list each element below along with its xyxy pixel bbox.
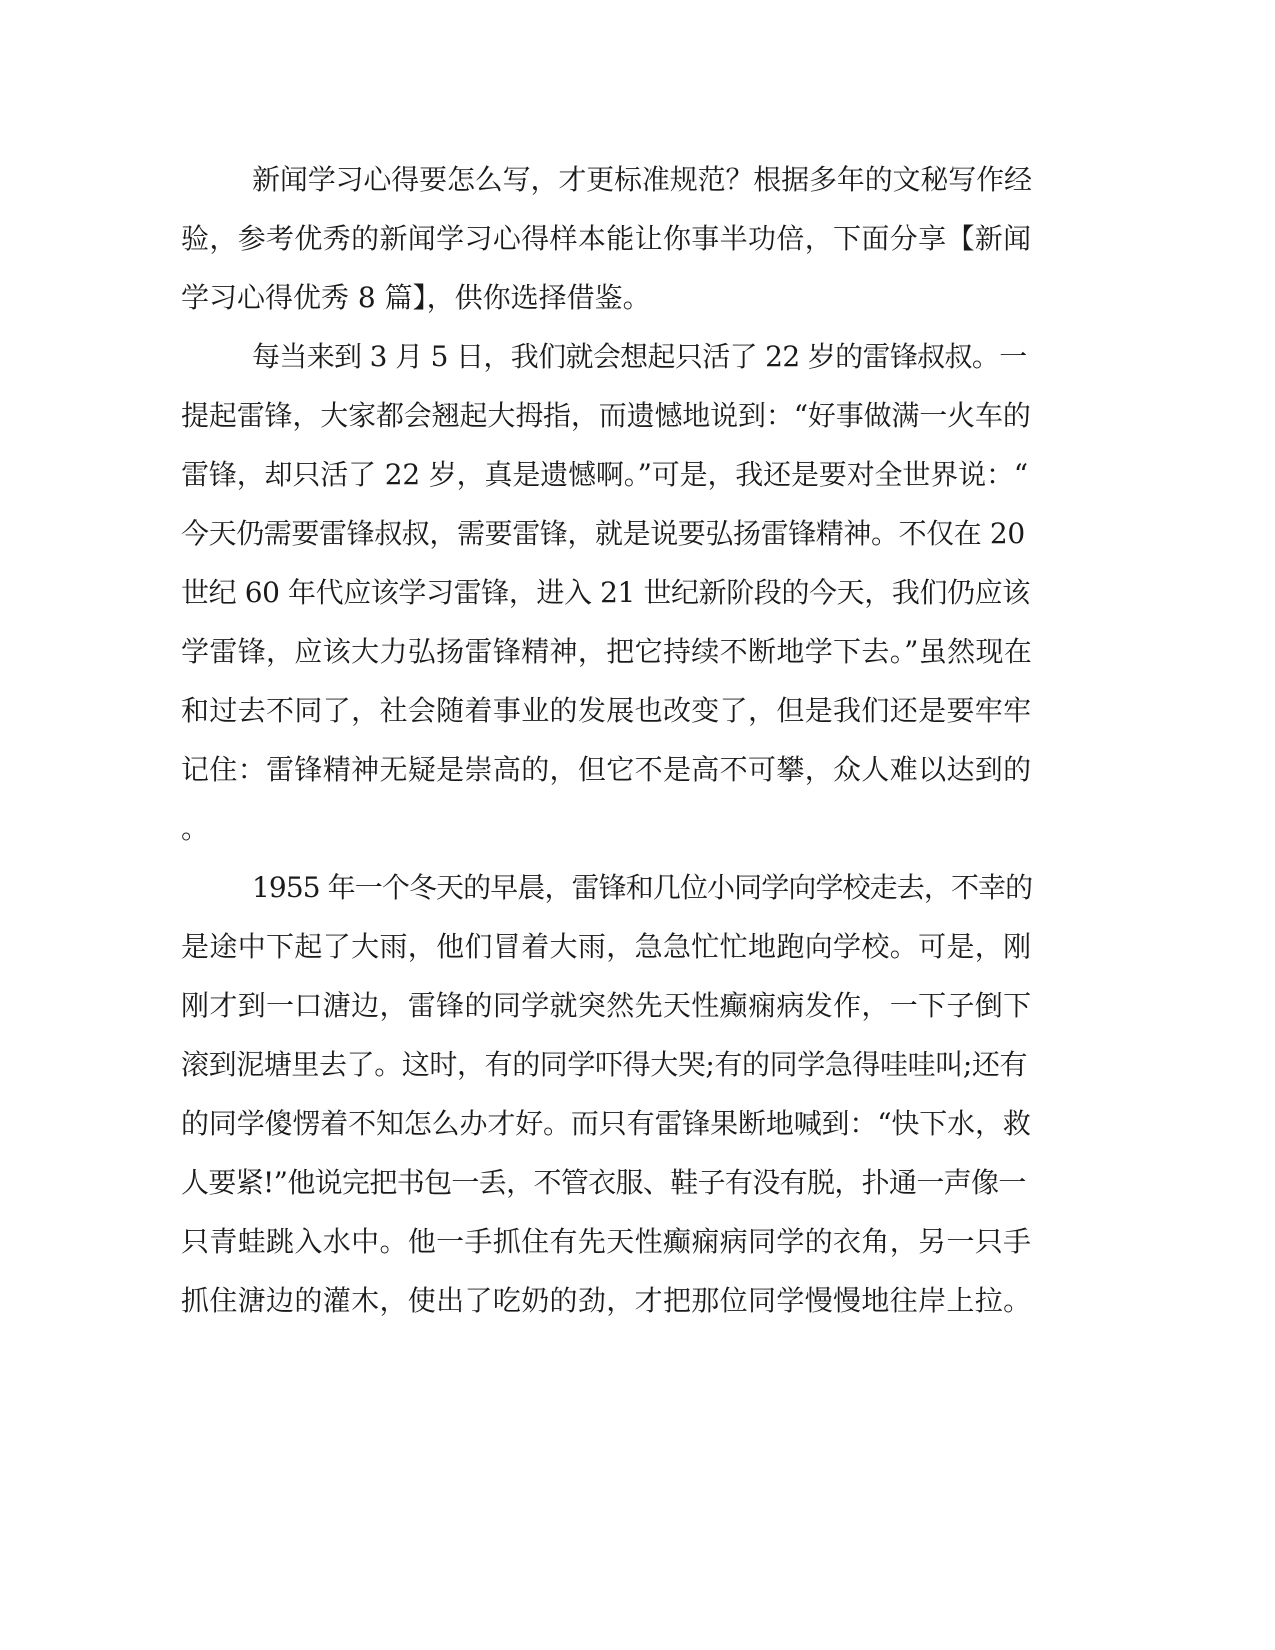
paragraph-1-line-1: 新闻学习心得要怎么写，才更标准规范？根据多年的文秘写作经 xyxy=(252,163,1032,196)
paragraph-2-line-6: 学雷锋，应该大力弘扬雷锋精神，把它持续不断地学下去。”虽然现在 xyxy=(181,635,1033,668)
paragraph-2-line-4: 今天仍需要雷锋叔叔，需要雷锋，就是说要弘扬雷锋精神。不仅在 20 xyxy=(181,517,1025,550)
paragraph-2-line-7: 和过去不同了，社会随着事业的发展也改变了，但是我们还是要牢牢 xyxy=(181,694,1032,727)
paragraph-2-line-3: 雷锋，却只活了 22 岁，真是遗憾啊。”可是，我还是要对全世界说：“ xyxy=(181,458,1028,491)
paragraph-3-line-7: 只青蛙跳入水中。他一手抓住有先天性癫痫病同学的衣角，另一只手 xyxy=(181,1225,1032,1258)
paragraph-3-line-8: 抓住溏边的灌木，使出了吃奶的劲，才把那位同学慢慢地往岸上拉。 xyxy=(181,1284,1032,1317)
paragraph-3-line-6: 人要紧!”他说完把书包一丢，不管衣服、鞋子有没有脱，扑通一声像一 xyxy=(181,1166,1026,1199)
paragraph-2-line-9: 。 xyxy=(181,812,210,845)
paragraph-1-line-3: 学习心得优秀 8 篇】，供你选择借鉴。 xyxy=(181,281,651,314)
paragraph-1-line-2: 验，参考优秀的新闻学习心得样本能让你事半功倍，下面分享【新闻 xyxy=(181,222,1032,255)
paragraph-2-line-1: 每当来到 3 月 5 日，我们就会想起只活了 22 岁的雷锋叔叔。一 xyxy=(252,340,1027,373)
paragraph-3-line-3: 刚才到一口溏边，雷锋的同学就突然先天性癫痫病发作，一下子倒下 xyxy=(181,989,1032,1022)
paragraph-2-line-8: 记住：雷锋精神无疑是崇高的，但它不是高不可攀，众人难以达到的 xyxy=(181,753,1032,786)
paragraph-3-line-4: 滚到泥塘里去了。这时，有的同学吓得大哭;有的同学急得哇哇叫;还有 xyxy=(181,1048,1028,1081)
paragraph-3-line-1: 1955 年一个冬天的早晨，雷锋和几位小同学向学校走去，不幸的 xyxy=(252,871,1033,904)
paragraph-2-line-2: 提起雷锋，大家都会翘起大拇指，而遗憾地说到：“好事做满一火车的 xyxy=(181,399,1031,432)
paragraph-2-line-5: 世纪 60 年代应该学习雷锋，进入 21 世纪新阶段的今天，我们仍应该 xyxy=(181,576,1030,609)
paragraph-3-line-5: 的同学傻愣着不知怎么办才好。而只有雷锋果断地喊到：“快下水，救 xyxy=(181,1107,1031,1140)
paragraph-3-line-2: 是途中下起了大雨，他们冒着大雨，急急忙忙地跑向学校。可是，刚 xyxy=(181,930,1032,963)
